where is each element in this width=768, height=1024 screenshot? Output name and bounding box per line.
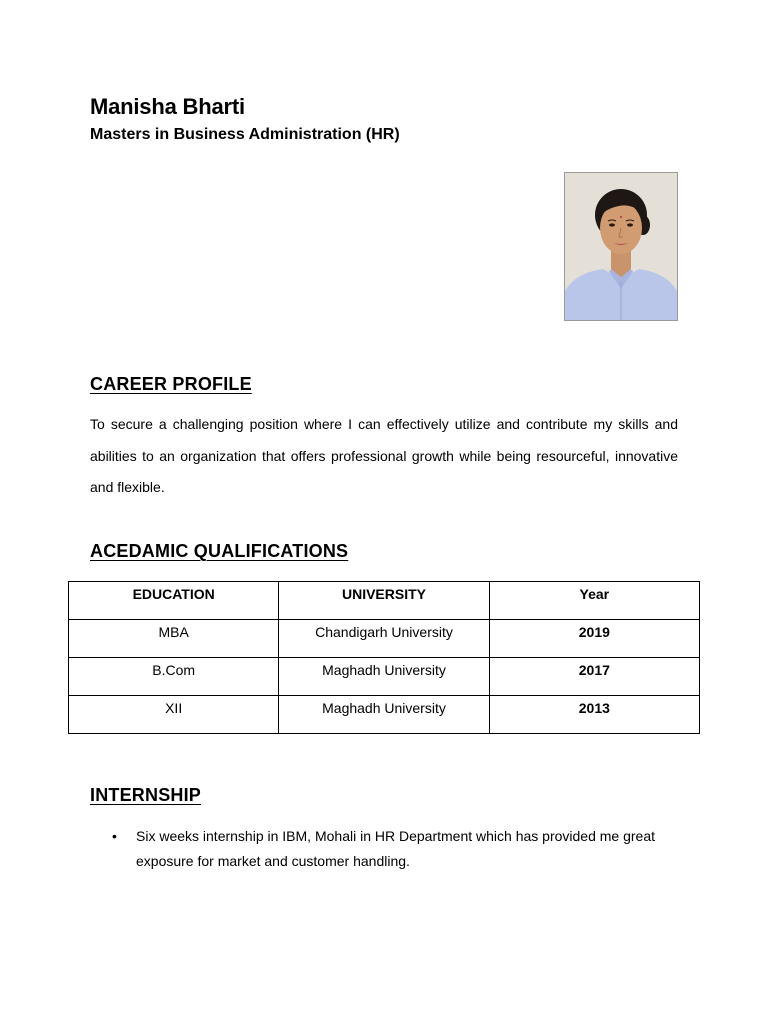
academic-qualifications-heading: ACEDAMIC QUALIFICATIONS [90,541,349,561]
profile-photo [564,172,678,321]
education-cell: MBA [69,620,279,658]
education-cell: XII [69,696,279,734]
list-item [112,824,672,874]
internship-item-text: Six weeks internship in IBM, Mohali in HR Department which has provided me great exposure for market and customer handling. [136,828,656,869]
university-cell: Chandigarh University [279,620,489,658]
year-cell: 2019 [489,620,699,658]
table-row [69,658,700,696]
column-header-year: Year [489,582,699,620]
profile-photo-image [565,173,677,320]
education-cell: B.Com [69,658,279,696]
candidate-name: Manisha Bharti [90,94,245,119]
year-cell: 2013 [489,696,699,734]
qualifications-table [68,581,700,734]
column-header-university: UNIVERSITY [279,582,489,620]
career-profile-heading: CAREER PROFILE [90,374,252,394]
university-cell: Maghadh University [279,658,489,696]
candidate-degree: Masters in Business Administration (HR) [90,126,400,143]
table-row [69,620,700,658]
bullet-icon: • [112,828,117,844]
column-header-education: EDUCATION [69,582,279,620]
year-cell: 2017 [489,658,699,696]
university-cell: Maghadh University [279,696,489,734]
table-header-row [69,582,700,620]
internship-list [112,824,672,874]
career-profile-text: To secure a challenging position where I can effectively utilize and contribute my skills and abilities to an organization that offers professional growth while being resourceful, innovative and flexible. [90,416,678,495]
internship-heading: INTERNSHIP [90,785,202,805]
table-row [69,696,700,734]
